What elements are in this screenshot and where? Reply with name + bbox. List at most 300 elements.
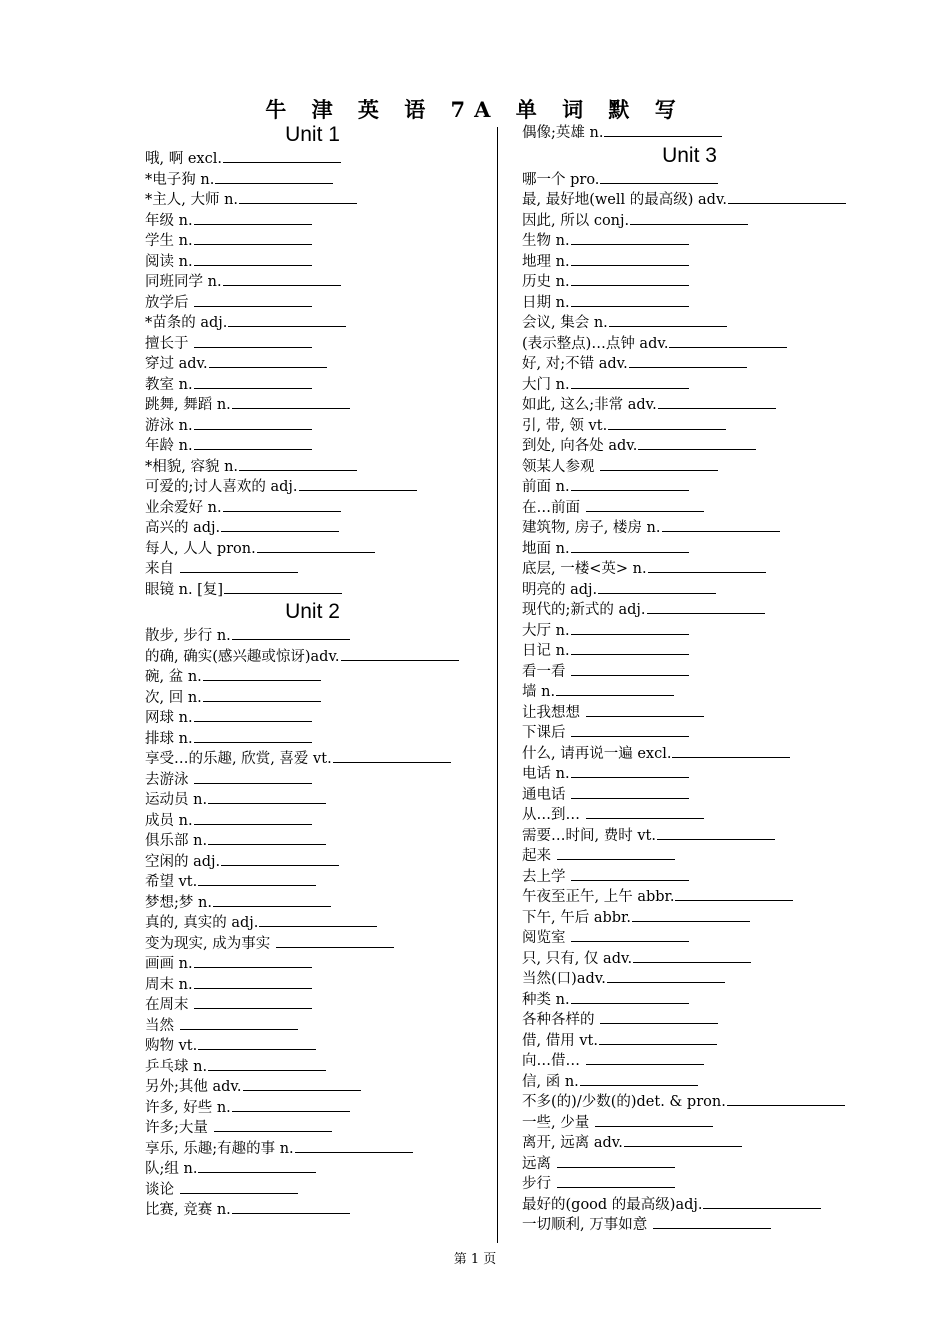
vocab-row bbox=[145, 912, 490, 933]
answer-blank[interactable] bbox=[586, 804, 704, 819]
vocab-prompt: 底层, 一楼<英> n. bbox=[522, 561, 647, 577]
vocab-row bbox=[145, 538, 490, 559]
vocab-row bbox=[145, 353, 490, 374]
vocab-prompt: 周末 n. bbox=[145, 976, 193, 993]
vocab-row bbox=[145, 189, 490, 210]
vocab-prompt: 历史 n. bbox=[522, 274, 570, 290]
answer-blank[interactable] bbox=[194, 415, 312, 430]
vocab-prompt: *主人, 大师 n. bbox=[145, 192, 239, 208]
answer-blank[interactable] bbox=[259, 912, 377, 927]
answer-blank[interactable] bbox=[224, 579, 342, 594]
vocab-row bbox=[522, 825, 867, 846]
vocab-row bbox=[522, 122, 867, 143]
answer-blank[interactable] bbox=[194, 769, 312, 784]
vocab-row bbox=[145, 394, 490, 415]
vocab-prompt: 画画 n. bbox=[145, 956, 193, 972]
vocab-prompt: 俱乐部 n. bbox=[145, 833, 208, 849]
vocab-prompt: 年龄 n. bbox=[145, 438, 193, 454]
vocab-row bbox=[522, 968, 867, 989]
vocab-prompt: 跳舞, 舞蹈 n. bbox=[145, 397, 231, 413]
answer-blank[interactable] bbox=[662, 517, 780, 532]
vocab-prompt: *相貌, 容貌 n. bbox=[145, 458, 239, 475]
answer-blank[interactable] bbox=[571, 866, 689, 881]
unit-2-continued-list bbox=[522, 122, 867, 143]
vocab-row bbox=[522, 907, 867, 928]
vocab-prompt: 建筑物, 房子, 楼房 n. bbox=[522, 520, 661, 536]
vocab-row bbox=[145, 666, 490, 687]
vocab-prompt: 梦想;梦 n. bbox=[145, 894, 212, 911]
vocab-row bbox=[145, 1138, 490, 1159]
vocab-row bbox=[522, 415, 867, 436]
vocab-prompt: 当然 bbox=[145, 1017, 179, 1034]
answer-blank[interactable] bbox=[586, 497, 704, 512]
vocab-prompt: 购物 vt. bbox=[145, 1038, 198, 1054]
answer-blank[interactable] bbox=[215, 169, 333, 184]
vocab-row bbox=[522, 210, 867, 231]
vocab-row bbox=[522, 435, 867, 456]
vocab-prompt: 远离 bbox=[522, 1155, 556, 1172]
answer-blank[interactable] bbox=[276, 933, 394, 948]
vocab-row bbox=[145, 974, 490, 995]
vocab-prompt: 另外;其他 adv. bbox=[145, 1079, 242, 1095]
vocab-row bbox=[522, 599, 867, 620]
vocab-prompt: 因此, 所以 conj. bbox=[522, 212, 630, 229]
vocab-row bbox=[145, 333, 490, 354]
answer-blank[interactable] bbox=[194, 728, 312, 743]
answer-blank[interactable] bbox=[653, 1214, 771, 1229]
vocab-row bbox=[145, 1179, 490, 1200]
answer-blank[interactable] bbox=[600, 456, 718, 471]
vocab-row bbox=[522, 374, 867, 395]
vocab-row bbox=[522, 476, 867, 497]
vocab-prompt: 不多(的)/少数(的)det. & pron. bbox=[522, 1094, 726, 1110]
right-column bbox=[522, 122, 867, 1235]
column-divider bbox=[497, 127, 498, 1243]
vocab-prompt: 最好的(good 的最高级)adj. bbox=[522, 1196, 703, 1213]
vocab-row bbox=[522, 169, 867, 190]
vocab-prompt: 队;组 n. bbox=[145, 1161, 198, 1177]
vocab-prompt: 让我想想 bbox=[522, 704, 585, 721]
vocab-prompt: 最, 最好地(well 的最高级) adv. bbox=[522, 192, 728, 208]
vocab-row bbox=[145, 1076, 490, 1097]
vocab-prompt: *苗条的 adj. bbox=[145, 315, 228, 331]
vocab-row bbox=[522, 886, 867, 907]
vocab-row bbox=[522, 866, 867, 887]
answer-blank[interactable] bbox=[208, 830, 326, 845]
answer-blank[interactable] bbox=[604, 122, 722, 137]
answer-blank[interactable] bbox=[586, 702, 704, 717]
unit-3-list bbox=[522, 169, 867, 1235]
vocab-prompt: 地理 n. bbox=[522, 253, 570, 270]
vocab-row bbox=[522, 1214, 867, 1235]
answer-blank[interactable] bbox=[341, 646, 459, 661]
vocab-prompt: 学生 n. bbox=[145, 233, 193, 249]
unit-heading: Unit 3 bbox=[662, 143, 717, 167]
answer-blank[interactable] bbox=[629, 353, 747, 368]
vocab-prompt: 种类 n. bbox=[522, 991, 570, 1008]
vocab-row bbox=[145, 251, 490, 272]
vocab-prompt: 去上学 bbox=[522, 868, 571, 885]
vocab-prompt: 变为现实, 成为事实 bbox=[145, 935, 275, 952]
answer-blank[interactable] bbox=[571, 640, 689, 655]
answer-blank[interactable] bbox=[633, 948, 751, 963]
vocab-prompt: 排球 n. bbox=[145, 730, 193, 747]
answer-blank[interactable] bbox=[608, 415, 726, 430]
unit-heading: Unit 1 bbox=[285, 123, 340, 146]
vocab-row bbox=[145, 230, 490, 251]
vocab-prompt: 每人, 人人 pron. bbox=[145, 540, 256, 557]
vocab-prompt: 空闲的 adj. bbox=[145, 853, 221, 870]
vocab-prompt: 大门 n. bbox=[522, 376, 570, 393]
vocab-row bbox=[145, 292, 490, 313]
answer-blank[interactable] bbox=[571, 476, 689, 491]
answer-blank[interactable] bbox=[333, 748, 451, 763]
answer-blank[interactable] bbox=[221, 851, 339, 866]
vocab-row bbox=[522, 722, 867, 743]
answer-blank[interactable] bbox=[600, 1009, 718, 1024]
vocab-row bbox=[145, 810, 490, 831]
vocab-prompt: *电子狗 n. bbox=[145, 171, 215, 188]
vocab-row bbox=[145, 830, 490, 851]
answer-blank[interactable] bbox=[194, 994, 312, 1009]
vocab-row bbox=[145, 415, 490, 436]
answer-blank[interactable] bbox=[638, 435, 756, 450]
vocab-row bbox=[522, 1153, 867, 1174]
vocab-row bbox=[522, 394, 867, 415]
answer-blank[interactable] bbox=[571, 927, 689, 942]
answer-blank[interactable] bbox=[557, 845, 675, 860]
answer-blank[interactable] bbox=[669, 333, 787, 348]
answer-blank[interactable] bbox=[239, 456, 357, 471]
vocab-row bbox=[145, 892, 490, 913]
vocab-prompt: 享乐, 乐趣;有趣的事 n. bbox=[145, 1140, 294, 1157]
vocab-row bbox=[145, 789, 490, 810]
vocab-row bbox=[145, 769, 490, 790]
answer-blank[interactable] bbox=[728, 189, 846, 204]
vocab-row bbox=[145, 476, 490, 497]
answer-blank[interactable] bbox=[198, 1035, 316, 1050]
answer-blank[interactable] bbox=[194, 210, 312, 225]
answer-blank[interactable] bbox=[571, 722, 689, 737]
vocab-row bbox=[145, 1056, 490, 1077]
vocab-prompt: 真的, 真实的 adj. bbox=[145, 915, 259, 931]
answer-blank[interactable] bbox=[571, 271, 689, 286]
answer-blank[interactable] bbox=[208, 1056, 326, 1071]
vocab-row bbox=[145, 312, 490, 333]
vocab-prompt: 享受…的乐趣, 欣赏, 喜爱 vt. bbox=[145, 751, 332, 767]
answer-blank[interactable] bbox=[599, 1030, 717, 1045]
vocab-row bbox=[145, 1117, 490, 1138]
answer-blank[interactable] bbox=[194, 974, 312, 989]
answer-blank[interactable] bbox=[648, 558, 766, 573]
answer-blank[interactable] bbox=[223, 271, 341, 286]
vocab-row bbox=[522, 763, 867, 784]
vocab-prompt: 哪一个 pro. bbox=[522, 171, 600, 188]
vocab-prompt: 来自 bbox=[145, 561, 179, 577]
page-number: 第 1 页 bbox=[453, 1252, 497, 1267]
vocab-prompt: 在周末 bbox=[145, 997, 194, 1013]
answer-blank[interactable] bbox=[203, 666, 321, 681]
answer-blank[interactable] bbox=[223, 148, 341, 163]
answer-blank[interactable] bbox=[571, 374, 689, 389]
answer-blank[interactable] bbox=[658, 394, 776, 409]
vocab-row bbox=[522, 538, 867, 559]
vocab-row bbox=[145, 148, 490, 169]
answer-blank[interactable] bbox=[571, 763, 689, 778]
vocab-row bbox=[145, 933, 490, 954]
vocab-prompt: 高兴的 adj. bbox=[145, 520, 221, 536]
vocab-row bbox=[145, 497, 490, 518]
vocab-row bbox=[145, 953, 490, 974]
vocab-prompt: 散步, 步行 n. bbox=[145, 628, 231, 644]
vocab-prompt: 当然(口)adv. bbox=[522, 971, 606, 987]
answer-blank[interactable] bbox=[571, 538, 689, 553]
vocab-prompt: 步行 bbox=[522, 1176, 556, 1192]
vocab-prompt: 如此, 这么;非常 adv. bbox=[522, 397, 657, 413]
vocab-row bbox=[522, 292, 867, 313]
vocab-prompt: 日记 n. bbox=[522, 643, 570, 659]
vocab-row bbox=[145, 517, 490, 538]
vocab-row bbox=[145, 646, 490, 667]
vocab-row bbox=[145, 1015, 490, 1036]
answer-blank[interactable] bbox=[672, 743, 790, 758]
vocab-row bbox=[145, 994, 490, 1015]
vocab-prompt: 信, 函 n. bbox=[522, 1073, 579, 1090]
answer-blank[interactable] bbox=[194, 251, 312, 266]
vocab-prompt: 领某人参观 bbox=[522, 458, 600, 475]
answer-blank[interactable] bbox=[194, 953, 312, 968]
answer-blank[interactable] bbox=[243, 1076, 361, 1091]
answer-blank[interactable] bbox=[557, 1173, 675, 1188]
vocab-row bbox=[522, 558, 867, 579]
answer-blank[interactable] bbox=[571, 292, 689, 307]
answer-blank[interactable] bbox=[208, 789, 326, 804]
vocab-row bbox=[522, 845, 867, 866]
answer-blank[interactable] bbox=[624, 1132, 742, 1147]
vocab-row bbox=[522, 517, 867, 538]
vocab-row bbox=[522, 497, 867, 518]
vocab-row bbox=[145, 435, 490, 456]
answer-blank[interactable] bbox=[598, 579, 716, 594]
vocab-row bbox=[522, 1050, 867, 1071]
answer-blank[interactable] bbox=[180, 558, 298, 573]
vocab-prompt: 现代的;新式的 adj. bbox=[522, 602, 646, 618]
vocab-prompt: (表示整点)…点钟 adv. bbox=[522, 335, 669, 352]
answer-blank[interactable] bbox=[647, 599, 765, 614]
vocab-prompt: 成员 n. bbox=[145, 812, 193, 829]
vocab-prompt: 下课后 bbox=[522, 725, 571, 741]
answer-blank[interactable] bbox=[609, 312, 727, 327]
vocab-prompt: 希望 vt. bbox=[145, 874, 198, 890]
answer-blank[interactable] bbox=[556, 681, 674, 696]
vocab-row bbox=[522, 1132, 867, 1153]
answer-blank[interactable] bbox=[203, 687, 321, 702]
left-column bbox=[145, 122, 490, 1220]
vocab-prompt: 离开, 远离 adv. bbox=[522, 1135, 623, 1151]
unit-heading: Unit 2 bbox=[285, 600, 340, 623]
unit-1-list bbox=[145, 148, 490, 599]
vocab-prompt: 偶像;英雄 n. bbox=[522, 125, 604, 141]
answer-blank[interactable] bbox=[571, 620, 689, 635]
vocab-row bbox=[522, 456, 867, 477]
answer-blank[interactable] bbox=[630, 210, 748, 225]
vocab-row bbox=[522, 702, 867, 723]
answer-blank[interactable] bbox=[221, 517, 339, 532]
answer-blank[interactable] bbox=[295, 1138, 413, 1153]
vocab-row bbox=[145, 728, 490, 749]
vocab-row bbox=[522, 948, 867, 969]
vocab-prompt: 向…借… bbox=[522, 1053, 585, 1069]
answer-blank[interactable] bbox=[194, 435, 312, 450]
unit-2-list bbox=[145, 625, 490, 1220]
vocab-row bbox=[145, 748, 490, 769]
answer-blank[interactable] bbox=[595, 1112, 713, 1127]
vocab-row bbox=[145, 579, 490, 600]
vocab-row bbox=[145, 1199, 490, 1220]
vocab-row bbox=[145, 1097, 490, 1118]
vocab-row bbox=[522, 353, 867, 374]
answer-blank[interactable] bbox=[209, 353, 327, 368]
vocab-prompt: 需要…时间, 费时 vt. bbox=[522, 827, 656, 844]
vocab-prompt: 地面 n. bbox=[522, 540, 570, 557]
vocab-row bbox=[522, 804, 867, 825]
page-title: 牛 津 英 语 7A 单 词 默 写 bbox=[265, 97, 685, 122]
vocab-prompt: 业余爱好 n. bbox=[145, 499, 222, 516]
vocab-prompt: 谈论 bbox=[145, 1181, 179, 1198]
answer-blank[interactable] bbox=[299, 476, 417, 491]
answer-blank[interactable] bbox=[198, 871, 316, 886]
vocab-row bbox=[522, 1194, 867, 1215]
vocab-prompt: 年级 n. bbox=[145, 212, 193, 229]
vocab-prompt: 大厅 n. bbox=[522, 622, 570, 639]
vocab-row bbox=[145, 687, 490, 708]
answer-blank[interactable] bbox=[600, 169, 718, 184]
vocab-prompt: 明亮的 adj. bbox=[522, 581, 598, 598]
vocab-prompt: 乒乓球 n. bbox=[145, 1058, 208, 1075]
vocab-row bbox=[522, 989, 867, 1010]
answer-blank[interactable] bbox=[180, 1015, 298, 1030]
vocab-row bbox=[522, 661, 867, 682]
vocab-prompt: 到处, 向各处 adv. bbox=[522, 438, 638, 454]
answer-blank[interactable] bbox=[239, 189, 357, 204]
vocab-row bbox=[145, 871, 490, 892]
vocab-prompt: 眼镜 n. [复] bbox=[145, 581, 223, 598]
vocab-prompt: 引, 带, 领 vt. bbox=[522, 417, 608, 434]
answer-blank[interactable] bbox=[194, 292, 312, 307]
answer-blank[interactable] bbox=[194, 230, 312, 245]
vocab-prompt: 阅览室 bbox=[522, 930, 571, 946]
answer-blank[interactable] bbox=[232, 1097, 350, 1112]
vocab-prompt: 会议, 集会 n. bbox=[522, 315, 608, 331]
answer-blank[interactable] bbox=[727, 1091, 845, 1106]
answer-blank[interactable] bbox=[194, 333, 312, 348]
vocab-prompt: 同班同学 n. bbox=[145, 274, 222, 290]
answer-blank[interactable] bbox=[232, 394, 350, 409]
vocab-prompt: 借, 借用 vt. bbox=[522, 1032, 598, 1049]
answer-blank[interactable] bbox=[703, 1194, 821, 1209]
answer-blank[interactable] bbox=[232, 1199, 350, 1214]
vocab-prompt: 放学后 bbox=[145, 294, 194, 311]
vocab-prompt: 前面 n. bbox=[522, 479, 570, 495]
vocab-row bbox=[522, 1030, 867, 1051]
vocab-prompt: 一些, 少量 bbox=[522, 1114, 594, 1131]
answer-blank[interactable] bbox=[571, 784, 689, 799]
vocab-prompt: 穿过 adv. bbox=[145, 356, 208, 372]
vocab-prompt: 哦, 啊 excl. bbox=[145, 151, 222, 167]
vocab-row bbox=[522, 620, 867, 641]
vocab-row bbox=[522, 1009, 867, 1030]
answer-blank[interactable] bbox=[214, 1117, 332, 1132]
answer-blank[interactable] bbox=[198, 1158, 316, 1173]
answer-blank[interactable] bbox=[586, 1050, 704, 1065]
vocab-prompt: 好, 对;不错 adv. bbox=[522, 356, 628, 372]
answer-blank[interactable] bbox=[194, 374, 312, 389]
answer-blank[interactable] bbox=[657, 825, 775, 840]
vocab-prompt: 下午, 午后 abbr. bbox=[522, 909, 631, 926]
vocab-row bbox=[145, 1035, 490, 1056]
vocab-prompt: 生物 n. bbox=[522, 233, 570, 249]
answer-blank[interactable] bbox=[213, 892, 331, 907]
answer-blank[interactable] bbox=[675, 886, 793, 901]
vocab-prompt: 午夜至正午, 上午 abbr. bbox=[522, 889, 675, 905]
vocab-prompt: 从…到… bbox=[522, 807, 585, 823]
answer-blank[interactable] bbox=[180, 1179, 298, 1194]
vocab-prompt: 各种各样的 bbox=[522, 1012, 600, 1028]
vocab-prompt: 擅长于 bbox=[145, 335, 194, 352]
vocab-prompt: 看一看 bbox=[522, 663, 571, 680]
vocab-row bbox=[522, 312, 867, 333]
answer-blank[interactable] bbox=[194, 810, 312, 825]
answer-blank[interactable] bbox=[580, 1071, 698, 1086]
vocab-row bbox=[522, 579, 867, 600]
vocab-prompt: 次, 回 n. bbox=[145, 689, 202, 706]
vocab-row bbox=[522, 1071, 867, 1092]
answer-blank[interactable] bbox=[571, 251, 689, 266]
vocab-prompt: 游泳 n. bbox=[145, 417, 193, 434]
vocab-prompt: 起来 bbox=[522, 848, 556, 864]
vocab-row bbox=[145, 851, 490, 872]
vocab-row bbox=[522, 189, 867, 210]
vocab-prompt: 电话 n. bbox=[522, 766, 570, 782]
vocab-prompt: 什么, 请再说一遍 excl. bbox=[522, 745, 672, 762]
vocab-row bbox=[145, 374, 490, 395]
vocab-prompt: 通电话 bbox=[522, 786, 571, 803]
vocab-prompt: 许多, 好些 n. bbox=[145, 1099, 231, 1116]
vocab-prompt: 可爱的;讨人喜欢的 adj. bbox=[145, 479, 298, 495]
answer-blank[interactable] bbox=[257, 538, 375, 553]
vocab-row bbox=[522, 1091, 867, 1112]
vocab-row bbox=[522, 271, 867, 292]
answer-blank[interactable] bbox=[232, 625, 350, 640]
vocab-row bbox=[522, 251, 867, 272]
vocab-row bbox=[522, 1173, 867, 1194]
vocab-row bbox=[145, 271, 490, 292]
answer-blank[interactable] bbox=[571, 989, 689, 1004]
answer-blank[interactable] bbox=[557, 1153, 675, 1168]
answer-blank[interactable] bbox=[194, 707, 312, 722]
vocab-row bbox=[145, 558, 490, 579]
answer-blank[interactable] bbox=[571, 230, 689, 245]
answer-blank[interactable] bbox=[632, 907, 750, 922]
vocab-row bbox=[145, 1158, 490, 1179]
answer-blank[interactable] bbox=[571, 661, 689, 676]
answer-blank[interactable] bbox=[228, 312, 346, 327]
vocab-prompt: 墙 n. bbox=[522, 684, 556, 700]
vocab-prompt: 许多;大量 bbox=[145, 1120, 213, 1136]
vocab-prompt: 在…前面 bbox=[522, 499, 585, 516]
answer-blank[interactable] bbox=[223, 497, 341, 512]
answer-blank[interactable] bbox=[607, 968, 725, 983]
